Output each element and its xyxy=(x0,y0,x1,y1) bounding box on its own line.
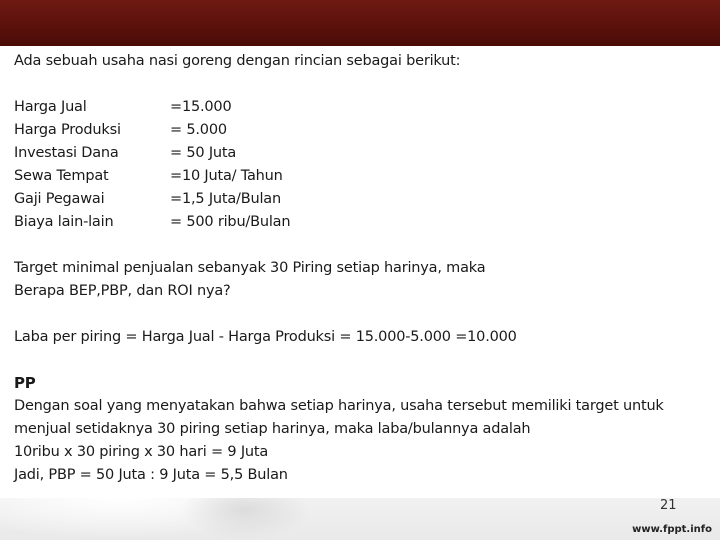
detail-label: Harga Produksi xyxy=(14,122,121,138)
detail-value: = 500 ribu/Bulan xyxy=(170,214,291,230)
pp-text-line-1: Dengan soal yang menyatakan bahwa setiap harinya, usaha tersebut memiliki target untuk xyxy=(14,398,664,414)
footer-url: www.fppt.info xyxy=(632,524,712,535)
detail-row-investasi-dana xyxy=(14,142,714,165)
laba-per-piring-text: Laba per piring = Harga Jual - Harga Produksi = 15.000-5.000 =10.000 xyxy=(14,329,517,345)
page-number: 21 xyxy=(660,498,677,513)
detail-value: =1,5 Juta/Bulan xyxy=(170,191,281,207)
intro-text: Ada sebuah usaha nasi goreng dengan rincian sebagai berikut: xyxy=(14,53,461,69)
footer-decoration xyxy=(0,498,720,540)
pp-text-line-4: Jadi, PBP = 50 Juta : 9 Juta = 5,5 Bulan xyxy=(14,467,288,483)
detail-label: Sewa Tempat xyxy=(14,168,109,184)
pp-text-line-2: menjual setidaknya 30 piring setiap harinya, maka laba/bulannya adalah xyxy=(14,421,531,437)
detail-label: Harga Jual xyxy=(14,99,87,115)
detail-row-harga-jual xyxy=(14,96,714,119)
target-text-line-2: Berapa BEP,PBP, dan ROI nya? xyxy=(14,283,231,299)
detail-label: Biaya lain-lain xyxy=(14,214,114,230)
detail-value: =10 Juta/ Tahun xyxy=(170,168,283,184)
detail-value: = 5.000 xyxy=(170,122,227,138)
detail-row-biaya-lain xyxy=(14,211,714,234)
pp-text-line-3: 10ribu x 30 piring x 30 hari = 9 Juta xyxy=(14,444,269,460)
section-title-pp: PP xyxy=(14,374,36,392)
detail-label: Gaji Pegawai xyxy=(14,191,105,207)
slide-content xyxy=(14,50,714,487)
detail-row-harga-produksi xyxy=(14,119,714,142)
detail-row-gaji-pegawai xyxy=(14,188,714,211)
title-bar xyxy=(0,0,720,46)
target-text-line-1: Target minimal penjualan sebanyak 30 Piring setiap harinya, maka xyxy=(14,260,486,276)
detail-value: = 50 Juta xyxy=(170,145,237,161)
detail-row-sewa-tempat xyxy=(14,165,714,188)
detail-value: =15.000 xyxy=(170,99,232,115)
detail-label: Investasi Dana xyxy=(14,145,119,161)
